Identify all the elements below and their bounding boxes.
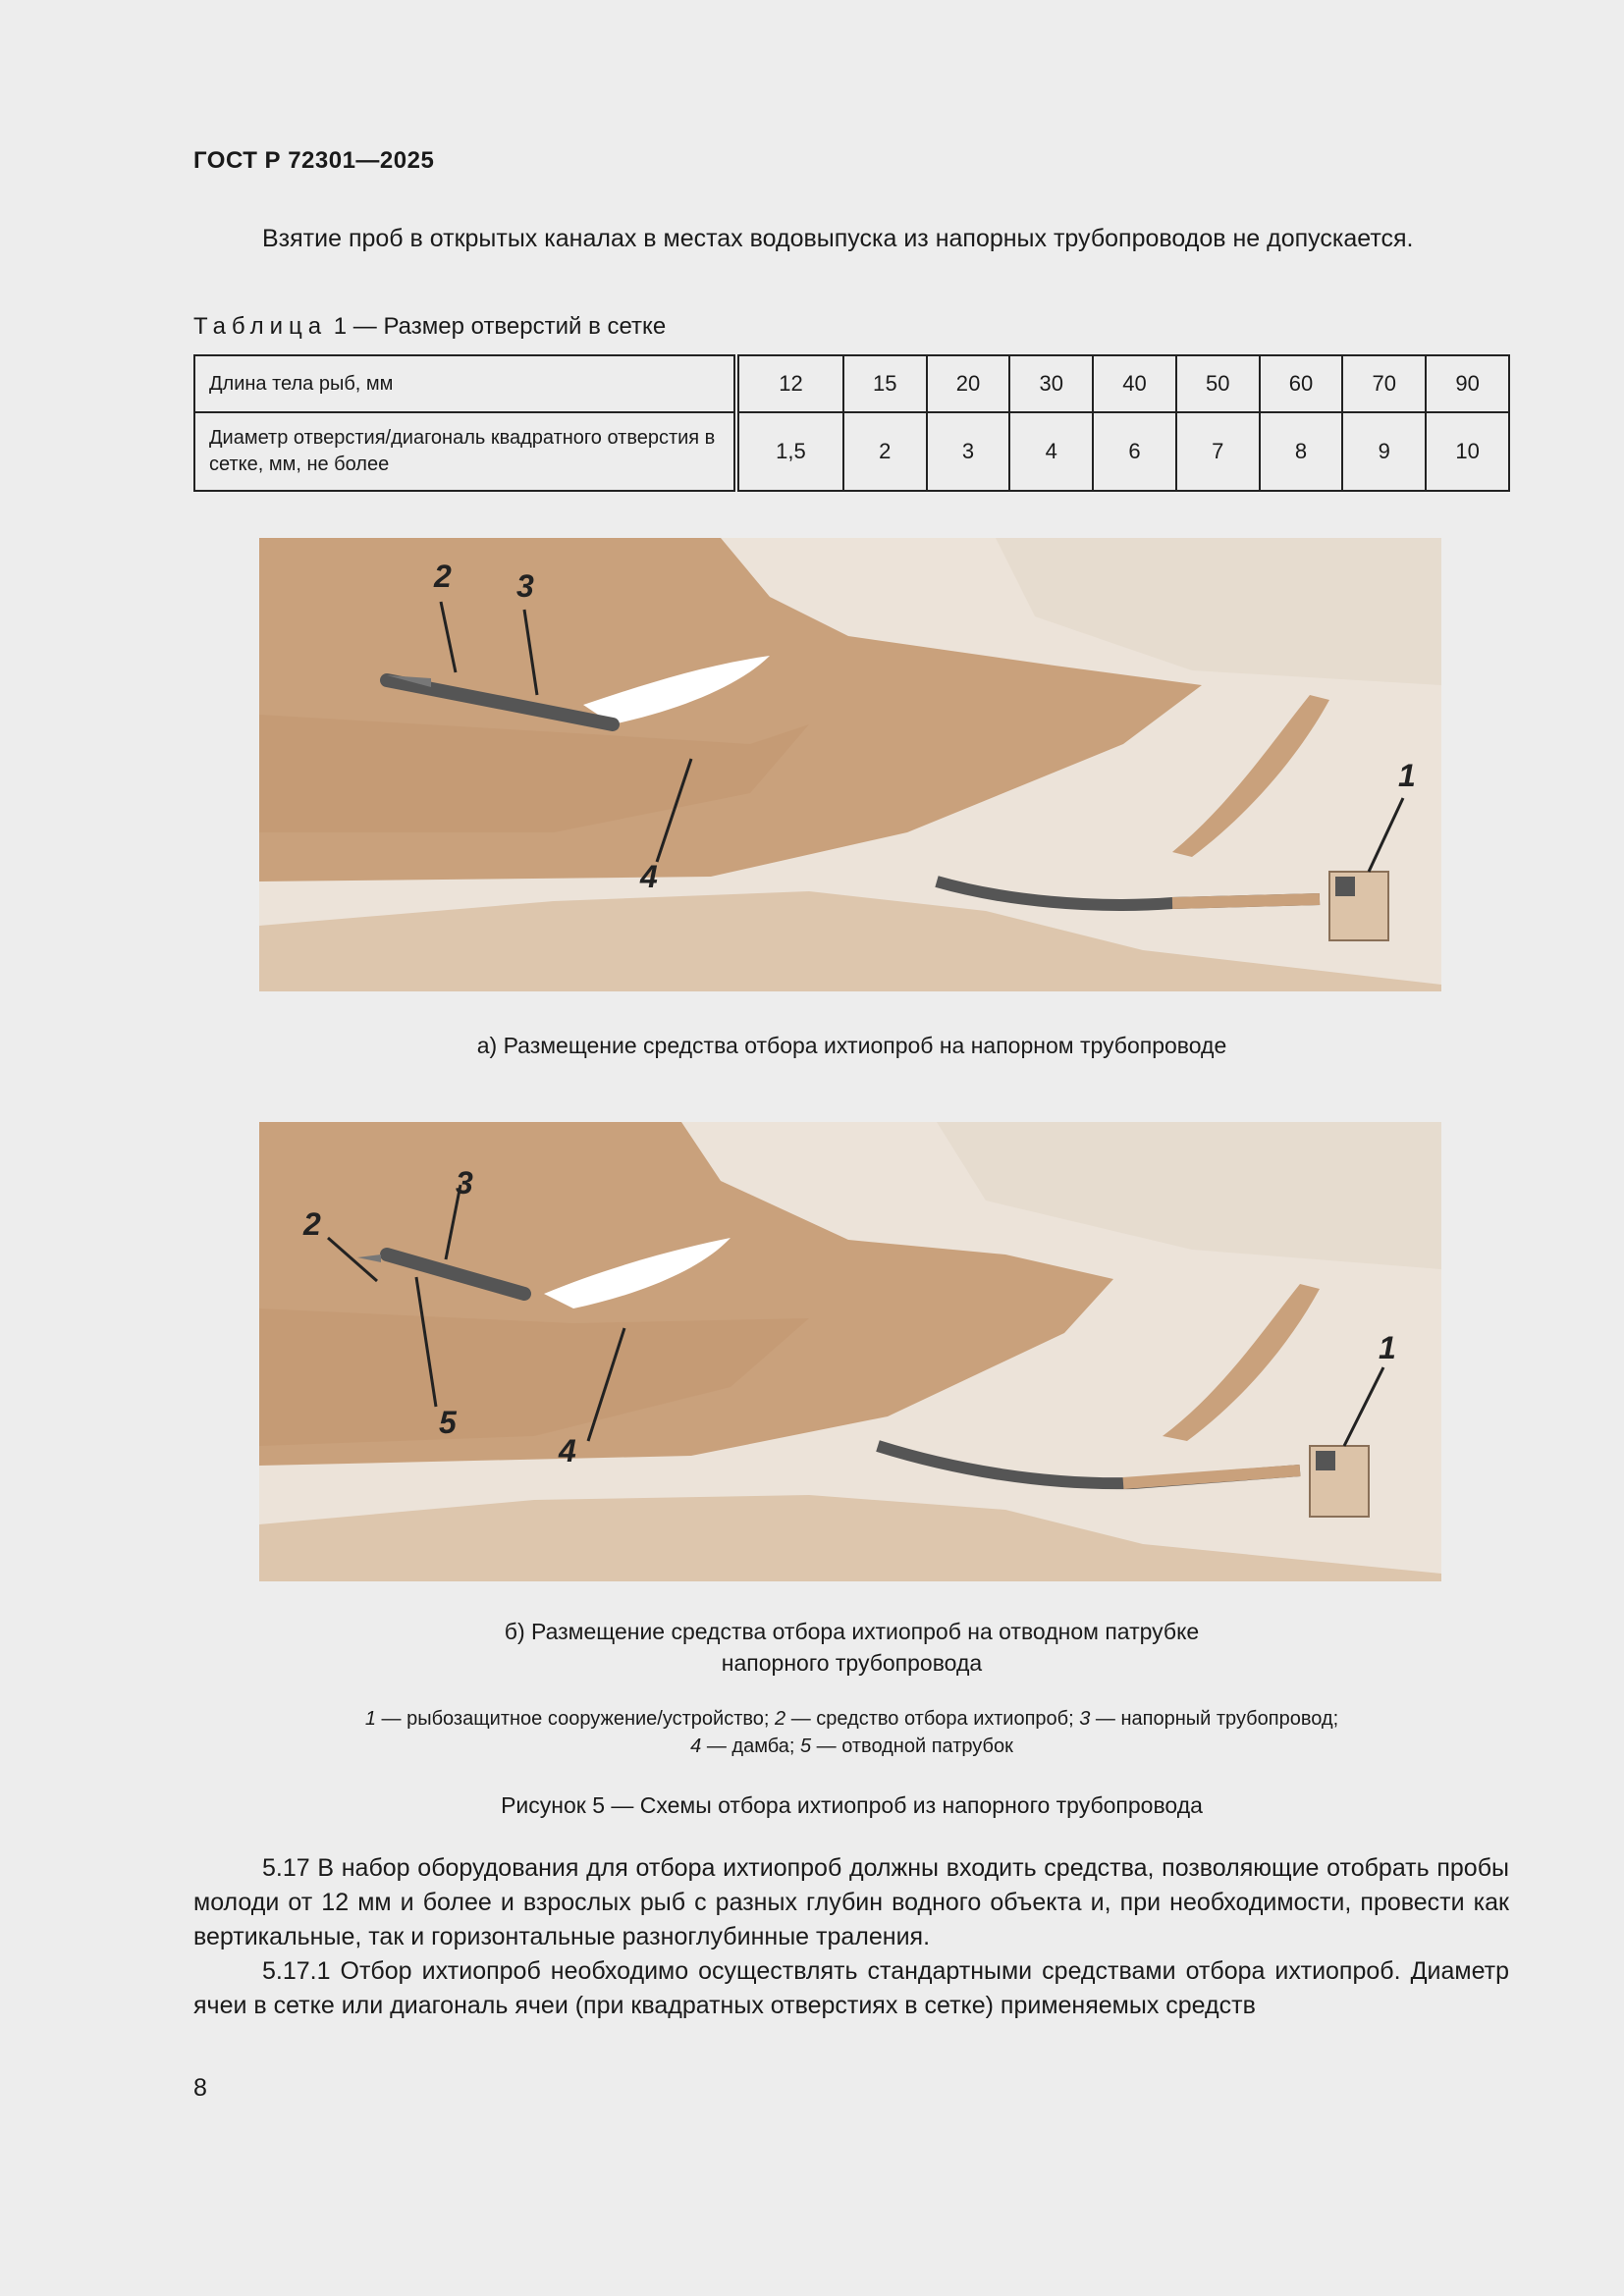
table-cell: 3 [927,412,1010,491]
table-cell: 20 [927,355,1010,412]
table-cell: 12 [736,355,843,412]
table-cell: 10 [1426,412,1509,491]
table-cell: 4 [1009,412,1093,491]
label-5: 5 [439,1405,457,1440]
table-cell: 6 [1093,412,1176,491]
intro-paragraph: Взятие проб в открытых каналах в местах водовыпуска из напорных трубопроводов не допускается. [262,225,1414,252]
figure-a-caption: а) Размещение средства отбора ихтиопроб на напорном трубопроводе [476,1033,1227,1058]
label-4: 4 [640,859,658,894]
label-2: 2 [303,1206,321,1242]
table-cell: 2 [843,412,927,491]
paragraph-5-17-1: 5.17.1 Отбор ихтиопроб необходимо осуществлять стандартными средствами отбора ихтиопроб. Диаметр ячеи в сетке или диагональ ячеи (при квадратных отверстиях в сетке) применяемых средств [193,1957,1509,2019]
table-cell: 7 [1176,412,1260,491]
table-row [194,412,1509,491]
figure-a-illustration [259,538,1441,991]
table-cell: 8 [1260,412,1343,491]
outlet-pipe-end [1172,899,1320,903]
table-cell: 40 [1093,355,1176,412]
row-label: Длина тела рыб, мм [194,355,736,412]
table-cell: 90 [1426,355,1509,412]
table-cell: 70 [1342,355,1426,412]
table-cell: 50 [1176,355,1260,412]
label-3: 3 [456,1165,473,1201]
device-grille [1335,877,1355,896]
page-number: 8 [193,2074,207,2102]
label-2: 2 [434,559,452,594]
mesh-size-table [193,354,1510,492]
row-label: Диаметр отверстия/диагональ квадратного отверстия в сетке, мм, не более [194,412,736,491]
table-cell: 30 [1009,355,1093,412]
label-3: 3 [516,568,534,604]
paragraph-5-17: 5.17 В набор оборудования для отбора ихтиопроб должны входить средства, позволяющие отобрать пробы молоди от 12 мм и более и взрослых рыб с разных глубин водного объекта и, при необходимости, провести как вертикальные, так и горизонтальные разноглубинные траления. [193,1854,1509,1950]
table-cell: 9 [1342,412,1426,491]
document-header: ГОСТ Р 72301—2025 [193,147,435,174]
figure-legend: 1 — рыбозащитное сооружение/устройство; 2 — средство отбора ихтиопроб; 3 — напорный трубопровод; 4 — дамба; 5 — отводной патрубок [364,1708,1339,1757]
table-cell: 1,5 [736,412,843,491]
table-caption: Таблица 1 — Размер отверстий в сетке [193,313,667,340]
table-cell: 15 [843,355,927,412]
table-cell: 60 [1260,355,1343,412]
label-4: 4 [559,1433,576,1468]
device-grille [1316,1451,1335,1470]
table-row [194,355,1509,412]
label-1: 1 [1379,1330,1396,1365]
figure-b-illustration [259,1122,1441,1581]
label-1: 1 [1398,758,1416,793]
figure-title: Рисунок 5 — Схемы отбора ихтиопроб из напорного трубопровода [501,1792,1203,1818]
figure-b-caption: б) Размещение средства отбора ихтиопроб на отводном патрубке напорного трубопровода [504,1619,1200,1676]
